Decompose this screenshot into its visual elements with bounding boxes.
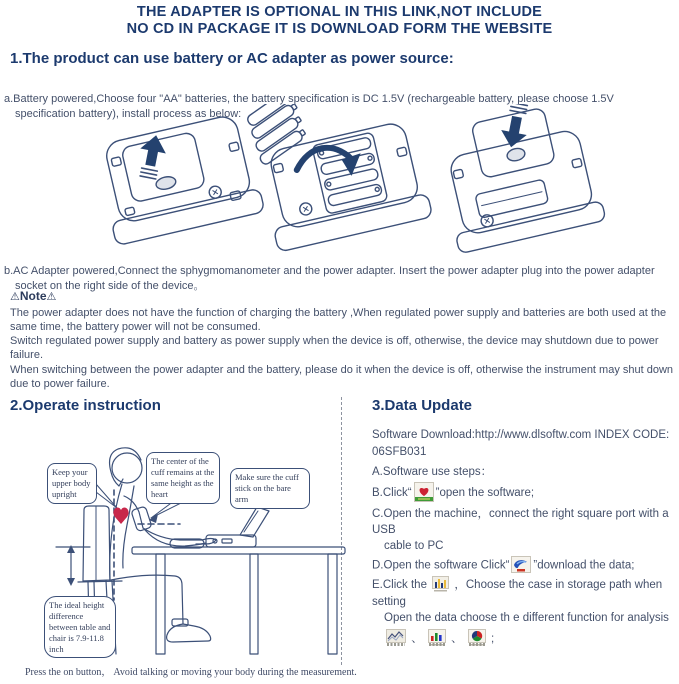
note-line: Switch regulated power supply and battery as power supply when the device is off, otherwise, the device may shutdown due to power failure. bbox=[10, 335, 659, 362]
callout-cuff-height: The center of the cuff remains at the same height as the heart bbox=[146, 452, 220, 504]
warning-icon: ⚠ bbox=[10, 290, 20, 303]
cuff bbox=[131, 506, 152, 532]
note-line: When switching between the power adapter and the battery, please do it when the device is off, otherwise the instrument may shut down due to power failure. bbox=[10, 363, 674, 391]
trend-chart-icon bbox=[386, 629, 406, 647]
heart-app-icon bbox=[414, 482, 434, 502]
battery-install-illustration bbox=[0, 104, 679, 256]
software-download-info bbox=[372, 427, 672, 460]
download-app-icon bbox=[511, 556, 531, 573]
step-d: D.Open the software Click“ ”download the data; bbox=[372, 557, 676, 574]
software-steps bbox=[372, 464, 676, 651]
index-code: 06SFB031 bbox=[372, 445, 427, 458]
table bbox=[132, 547, 345, 654]
analysis-icon-row: 、 、 ; bbox=[372, 630, 676, 648]
section-3-heading: 3.Data Update bbox=[372, 397, 473, 414]
device-cover-on bbox=[429, 104, 606, 254]
step-e: E.Click the ，Choose the case in storage path when setting Open the data choose th e different function for analysis 、 、 ; bbox=[372, 577, 676, 647]
warning-icon: ⚠ bbox=[46, 290, 57, 303]
note-line: The power adapter does not have the function of charging the battery ,When regulated power supply and batteries are both used at the same time, the battery power will not be consumed. bbox=[10, 306, 667, 333]
page-header bbox=[0, 4, 679, 39]
note-block bbox=[10, 289, 676, 391]
callout-upright: Keep your upper body upright bbox=[47, 463, 97, 504]
histogram-app-icon bbox=[432, 576, 449, 592]
measurement-footer-note: Press the on button， Avoid talking or moving your body during the measurement. bbox=[25, 667, 357, 678]
header-line-1: THE ADAPTER IS OPTIONAL IN THIS LINK,NOT INCLUDE bbox=[136, 4, 543, 20]
device-batteries-in bbox=[231, 104, 433, 255]
slide-down-arrow-icon bbox=[498, 114, 529, 149]
section-2-heading: 2.Operate instruction bbox=[10, 397, 161, 414]
ac-adapter-paragraph: b.AC Adapter powered,Connect the sphygmomanometer and the power adapter. Insert the power adapter plug into the power adapter socket on the right side of the device。 bbox=[4, 265, 655, 292]
height-difference-arrow bbox=[56, 545, 90, 586]
download-url-line: Software Download:http://www.dlsoftw.com INDEX CODE: bbox=[372, 429, 670, 441]
callout-bare-arm: Make sure the cuff stick on the bare arm bbox=[230, 468, 310, 509]
step-a: A.Software use steps： bbox=[372, 466, 493, 478]
device-cover-off bbox=[93, 110, 265, 246]
header-line-2: NO CD IN PACKAGE IT IS DOWNLOAD FORM THE WEBSITE bbox=[126, 21, 553, 38]
insert-arrow-icon bbox=[293, 142, 352, 172]
callout-table-chair-height: The ideal height difference between table and chair is 7.9-11.8 inch bbox=[44, 596, 116, 658]
step-b: B.Click“ ”open the software; bbox=[372, 483, 676, 503]
pie-chart-icon bbox=[468, 629, 486, 647]
shoe bbox=[167, 624, 211, 642]
battery-powered-paragraph: a.Battery powered,Choose four "AA" batteries, the battery specification is DC 1.5V (rechargeable battery, please choose 1.5V specification battery), install process as below: bbox=[4, 93, 614, 120]
step-c: C.Open the machine，connect the right square port with a USB cable to PC bbox=[372, 508, 669, 553]
section-1-heading: 1.The product can use battery or AC adapter as power source: bbox=[10, 50, 454, 67]
note-title: ⚠Note⚠ bbox=[10, 289, 57, 303]
heart-icon bbox=[113, 508, 128, 524]
bp-monitor bbox=[145, 507, 269, 548]
bar-chart-icon bbox=[428, 629, 446, 647]
